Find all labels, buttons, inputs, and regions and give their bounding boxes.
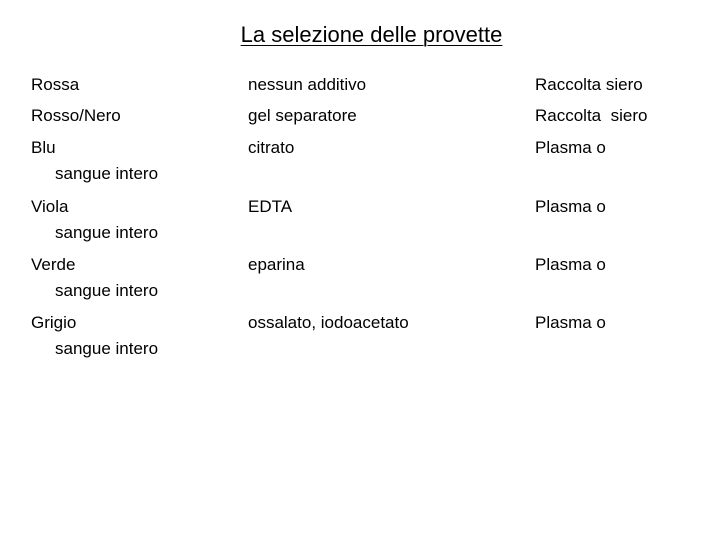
tube-color: Viola bbox=[31, 197, 69, 216]
tube-additive: eparina bbox=[248, 255, 305, 274]
tube-use: Plasma o bbox=[535, 313, 606, 332]
tube-use: Plasma o bbox=[535, 255, 606, 274]
slide-title: La selezione delle provette bbox=[240, 22, 503, 47]
tube-use: Raccolta siero bbox=[535, 106, 648, 125]
tube-use-continuation: sangue intero bbox=[55, 339, 159, 358]
tube-use-continuation: sangue intero bbox=[55, 281, 159, 300]
tube-use: Raccolta siero bbox=[535, 75, 643, 94]
tube-color: Verde bbox=[31, 255, 76, 274]
tube-additive: nessun additivo bbox=[248, 75, 367, 94]
tube-color: Rosso/Nero bbox=[31, 106, 121, 125]
tube-additive: EDTA bbox=[248, 197, 293, 216]
tube-use-continuation: sangue intero bbox=[55, 223, 159, 242]
tube-color: Blu bbox=[31, 138, 56, 157]
tube-additive: ossalato, iodoacetato bbox=[248, 313, 409, 332]
tube-color: Rossa bbox=[31, 75, 80, 94]
tube-use: Plasma o bbox=[535, 138, 606, 157]
tube-use: Plasma o bbox=[535, 197, 606, 216]
tube-color: Grigio bbox=[31, 313, 77, 332]
tube-additive: gel separatore bbox=[248, 106, 357, 125]
tube-additive: citrato bbox=[248, 138, 295, 157]
tube-use-continuation: sangue intero bbox=[55, 164, 159, 183]
